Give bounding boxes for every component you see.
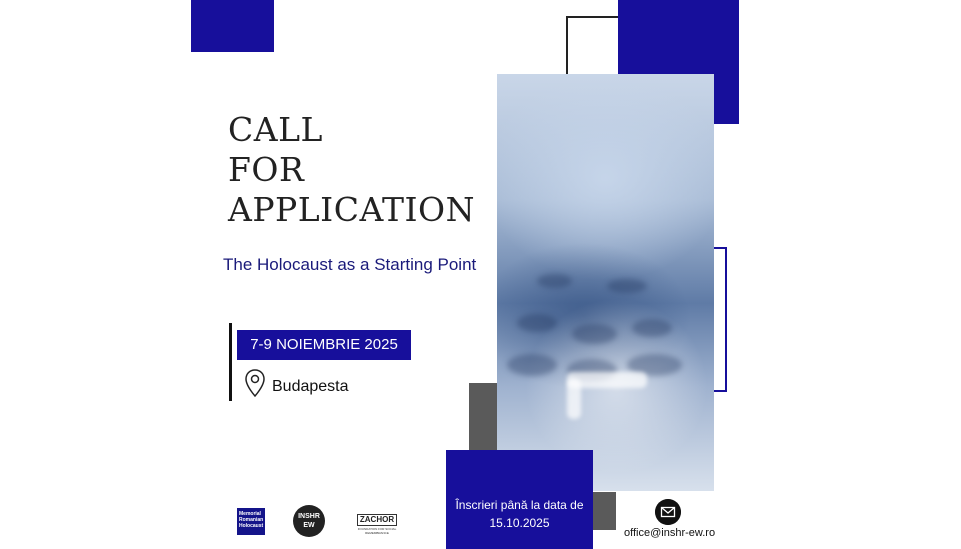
page-title bbox=[228, 110, 475, 230]
location-pin-icon bbox=[244, 368, 266, 398]
inshr-logo-line-1: INSHR bbox=[298, 513, 320, 520]
event-date-badge: 7-9 NOIEMBRIE 2025 bbox=[237, 330, 411, 360]
deadline-line-2: 15.10.2025 bbox=[489, 516, 550, 530]
contact-email[interactable]: office@inshr-ew.ro bbox=[624, 527, 716, 539]
zachor-logo-name: ZACHOR bbox=[357, 514, 397, 526]
inshr-ew-logo bbox=[293, 505, 325, 537]
memorial-logo bbox=[237, 508, 265, 535]
zachor-logo bbox=[354, 509, 400, 535]
conference-photo bbox=[497, 74, 714, 491]
poster-canvas bbox=[189, 0, 740, 549]
memorial-logo-text: Memorial Romanian Holocaust bbox=[239, 511, 264, 529]
envelope-icon bbox=[655, 499, 681, 525]
title-line-1: CALL bbox=[228, 110, 323, 149]
gray-accent-block-small bbox=[593, 492, 616, 530]
subtitle: The Holocaust as a Starting Point bbox=[223, 255, 477, 274]
inshr-logo-line-2: EW bbox=[303, 522, 315, 529]
event-location: Budapesta bbox=[272, 378, 349, 395]
deadline-line-1: Înscrieri până la data de bbox=[455, 498, 584, 512]
title-line-2: FOR bbox=[228, 150, 305, 189]
deadline-box bbox=[446, 450, 593, 549]
top-left-accent-block bbox=[191, 0, 274, 52]
title-line-3: APPLICATION bbox=[228, 190, 475, 229]
divider-bar bbox=[229, 323, 232, 401]
zachor-logo-sub: FOUNDATION FOR SOCIAL REMEMBRANCE bbox=[357, 527, 397, 535]
